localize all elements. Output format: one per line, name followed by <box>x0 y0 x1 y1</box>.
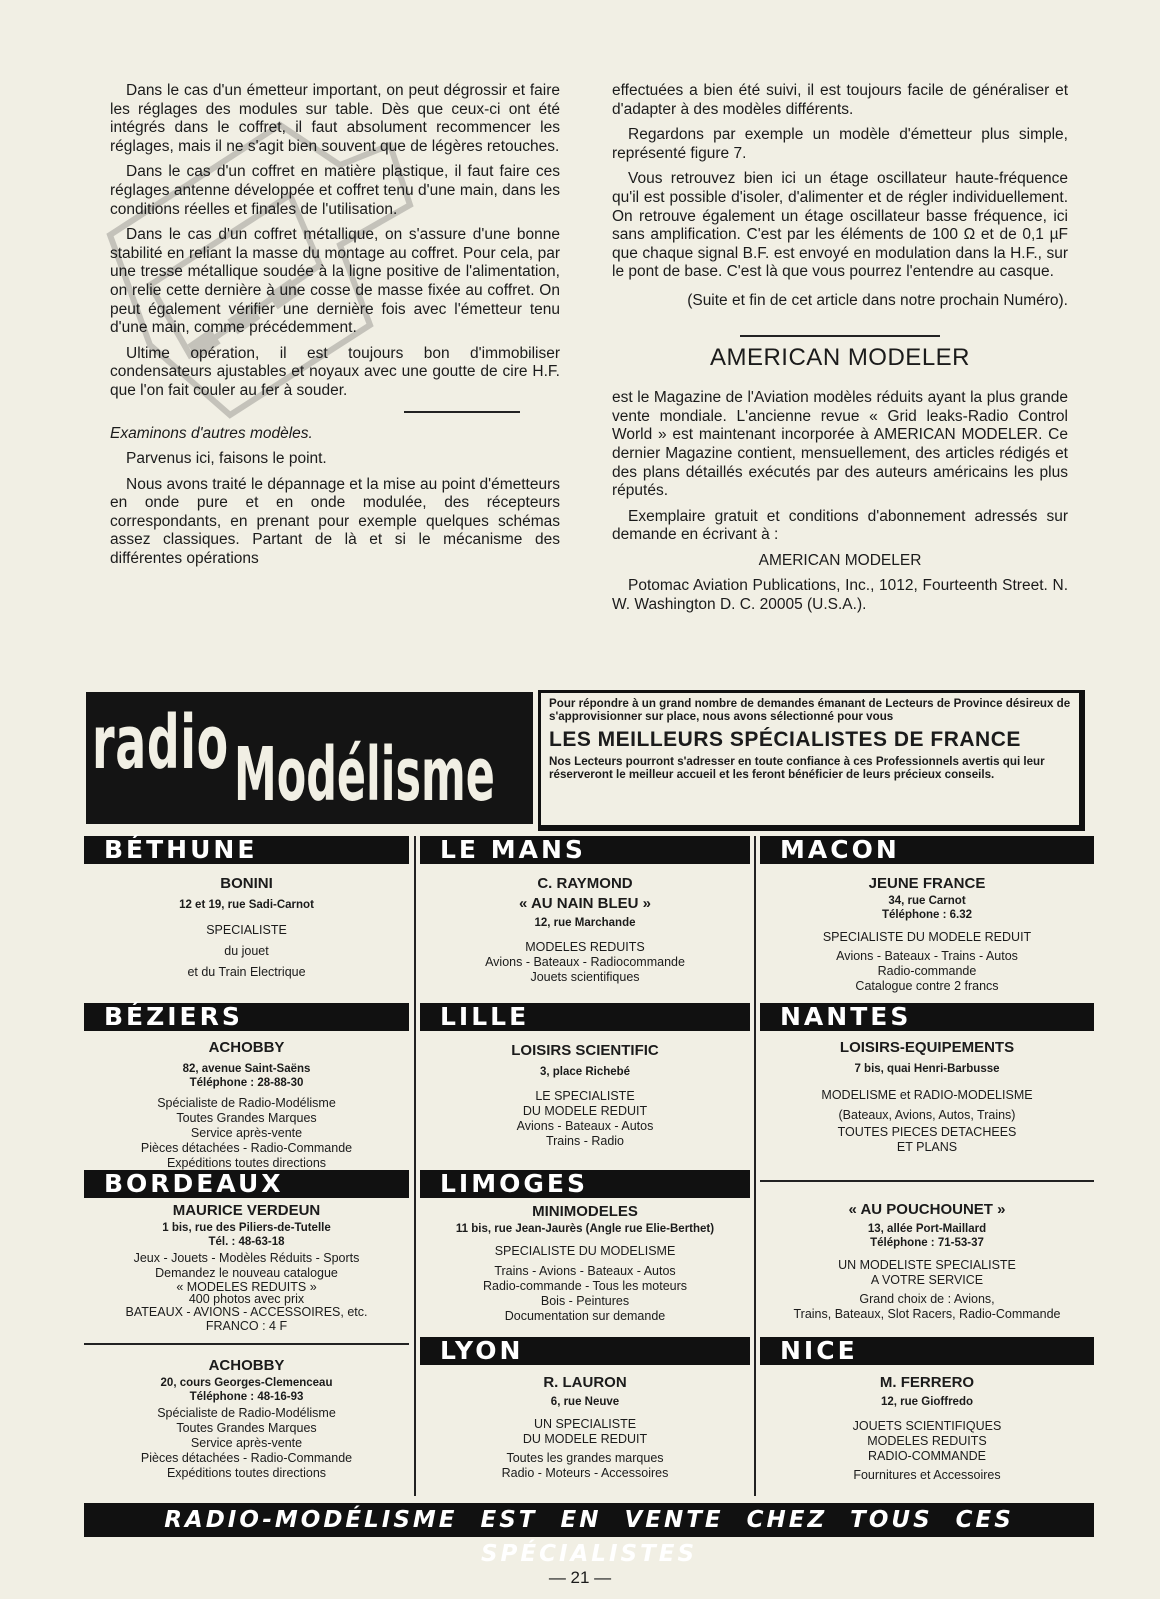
dealer-name: C. RAYMOND <box>537 875 633 892</box>
city-header-lyon: LYON <box>420 1337 750 1365</box>
section-subheading: Examinons d'autres modèles. <box>110 424 313 442</box>
dealer-phone: Téléphone : 28-88-30 <box>189 1077 304 1089</box>
dealer-line: Spécialiste de Radio-Modélisme <box>157 1096 336 1110</box>
dealer-name: ACHOBBY <box>208 1357 285 1374</box>
dealer-line: SPECIALISTE DU MODELISME <box>494 1244 676 1258</box>
dealer-line: Trains, Bateaux, Slot Racers, Radio-Commande <box>793 1307 1061 1321</box>
dealer-line: ET PLANS <box>896 1140 958 1154</box>
dealer-line: FRANCO : 4 F <box>205 1319 288 1333</box>
city-header-limoges: LIMOGES <box>420 1170 750 1198</box>
city-header-lille: LILLE <box>420 1003 750 1031</box>
logo-word-modelisme: Modélisme <box>234 732 495 818</box>
dealer-bordeaux <box>84 1201 409 1333</box>
paragraph: Dans le cas d'un émetteur important, on peut dégrossir et faire les réglages des modules sur table. Dès que ceux-ci ont été intégrés dans le coffret, il faut absolument recommencer les réglages, mais il ne s'agit bien souvent que de légères retouches. <box>110 82 560 155</box>
dealer-line: Catalogue contre 2 francs <box>855 979 999 993</box>
city-header-nantes: NANTES <box>760 1003 1094 1031</box>
dealer-name: ACHOBBY <box>208 1039 285 1056</box>
dealer-line: Pièces détachées - Radio-Commande <box>140 1141 353 1155</box>
city-header-bethune: BÉTHUNE <box>84 836 409 864</box>
column-divider <box>754 836 756 1496</box>
entry-separator <box>84 1343 409 1345</box>
dealer-line: Toutes Grandes Marques <box>176 1111 317 1125</box>
dealer-limoges <box>420 1202 750 1324</box>
dealer-line: DU MODELE REDUIT <box>522 1432 648 1446</box>
city-header-lemans: LE MANS <box>420 836 750 864</box>
dealer-line: Bois - Peintures <box>540 1294 630 1308</box>
info-outro: Nos Lecteurs pourront s'adresser en toute confiance à ces Professionnels avertis qui leur réserveront le meilleur accueil et les feront bénéficier de leurs précieux conseils. <box>549 755 1045 781</box>
dealer-name: MINIMODELES <box>532 1203 638 1220</box>
dealer-address: 20, cours Georges-Clemenceau <box>160 1377 333 1389</box>
dealer-line: Expéditions toutes directions <box>166 1466 327 1480</box>
dealer-line: Avions - Bateaux - Trains - Autos <box>836 949 1018 963</box>
dealer-name: R. LAURON <box>543 1374 627 1391</box>
dealer-line: MODELISME et RADIO-MODELISME <box>821 1088 1033 1102</box>
dealer-line: et du Train Electrique <box>187 965 306 979</box>
dealer-address: 11 bis, rue Jean-Jaurès (Angle rue Elie-Berthet) <box>455 1223 715 1235</box>
dealer-address: 12, rue Marchande <box>534 917 636 929</box>
dealer-line: Spécialiste de Radio-Modélisme <box>157 1406 336 1420</box>
dealer-line: Jouets scientifiques <box>530 970 640 984</box>
dealer-line: Service après-vente <box>190 1126 303 1140</box>
paragraph: effectuées a bien été suivi, il est toujours facile de généraliser et d'adapter à des modèles différents. <box>612 82 1068 118</box>
dealer-address: 12, rue Gioffredo <box>880 1396 974 1408</box>
dealer-lille <box>420 1041 750 1149</box>
logo-word-radio: radio <box>92 700 229 786</box>
dealer-name: JEUNE FRANCE <box>868 875 986 892</box>
dealer-line: Radio-commande <box>877 964 977 978</box>
dealer-line: BATEAUX - AVIONS - ACCESSOIRES, etc. <box>125 1305 368 1319</box>
paragraph: Nous avons traité le dépannage et la mise au point d'émetteurs en onde pure et en onde modulée, des récepteurs correspondants, en prenant pour exemple quelques schémas assez classiques. Partant de là et si le mécanisme des différentes opérations <box>110 475 560 568</box>
dealer-line: Toutes Grandes Marques <box>176 1421 317 1435</box>
dealer-shop-name: « AU NAIN BLEU » <box>519 895 651 912</box>
sales-footer-band: RADIO-MODÉLISME EST EN VENTE CHEZ TOUS CES SPÉCIALISTES <box>84 1503 1094 1537</box>
dealer-lyon <box>420 1373 750 1481</box>
dealer-address: 6, rue Neuve <box>550 1396 620 1408</box>
dealer-line: Pièces détachées - Radio-Commande <box>140 1451 353 1465</box>
dealer-line: JOUETS SCIENTIFIQUES <box>852 1419 1002 1433</box>
column-divider <box>414 836 416 1496</box>
paragraph: Vous retrouvez bien ici un étage oscillateur haute-fréquence qu'il est possible d'isoler, d'alimenter et de régler individuellement. On retrouve également un étage oscillateur basse fréquence, ici sans amplification. C'est par les éléments de 100 Ω et de 0,1 µF que chaque signal B.F. est envoyé en modulation dans la H.F., sur le pont de base. C'est là que vous pourrez l'entendre au casque. <box>612 170 1068 281</box>
entry-separator <box>760 1180 1094 1182</box>
section-divider <box>404 411 520 413</box>
dealer-line: Documentation sur demande <box>504 1309 666 1323</box>
dealer-phone: Tél. : 48-63-18 <box>208 1236 285 1248</box>
dealer-line: UN MODELISTE SPECIALISTE <box>838 1258 1016 1272</box>
dealer-bethune <box>84 874 409 983</box>
dealer-line: du jouet <box>224 944 269 958</box>
paragraph: Dans le cas d'un coffret en matière plastique, il faut faire ces réglages antenne développée et coffret tenu d'une main, dans les conditions réelles et finales de l'utilisation. <box>110 163 560 218</box>
article-left-column <box>110 82 560 576</box>
dealer-address: 13, allée Port-Maillard <box>867 1223 987 1235</box>
specialists-info-box <box>538 690 1085 831</box>
dealer-address: 34, rue Carnot <box>888 895 966 907</box>
dealer-line: Trains - Avions - Bateaux - Autos <box>494 1264 676 1278</box>
dealer-macon <box>760 874 1094 994</box>
paragraph: Exemplaire gratuit et conditions d'abonnement adressés sur demande en écrivant à : <box>612 507 1068 544</box>
dealer-line: LE SPECIALISTE <box>535 1089 635 1103</box>
dealer-line: DU MODELE REDUIT <box>522 1104 648 1118</box>
paragraph: Dans le cas d'un coffret métallique, on s'assure d'une bonne stabilité en reliant la masse du montage au coffret. Pour cela, par une tresse métallique soudée à la ligne positive de l'alimentation, on relie cette dernière à une cosse de masse fixée au coffret. On peut également vérifier une dernière fois avec l'émetteur tenu d'une main, comme précédemment. <box>110 226 560 337</box>
dealer-nantes <box>760 1038 1094 1155</box>
dealer-nice <box>760 1373 1094 1483</box>
dealer-line: Fournitures et Accessoires <box>853 1468 1001 1482</box>
dealer-name: « AU POUCHOUNET » <box>848 1201 1006 1218</box>
radio-modelisme-logo-banner <box>86 692 533 824</box>
dealer-line: SPECIALISTE <box>206 923 287 937</box>
dealer-line: Trains - Radio <box>545 1134 625 1148</box>
dealer-address: 82, avenue Saint-Saëns <box>182 1063 311 1075</box>
american-modeler-address: Potomac Aviation Publications, Inc., 1012, Fourteenth Street. N. W. Washington D. C. 20005 (U.S.A.). <box>612 577 1068 614</box>
dealer-line: (Bateaux, Avions, Autos, Trains) <box>838 1108 1016 1122</box>
dealer-line: 400 photos avec prix <box>188 1292 305 1306</box>
dealer-line: Radio - Moteurs - Accessoires <box>501 1466 669 1480</box>
continuation-note: (Suite et fin de cet article dans notre prochain Numéro). <box>687 291 1068 309</box>
dealer-address: 12 et 19, rue Sadi-Carnot <box>179 899 314 911</box>
city-header-bordeaux: BORDEAUX <box>84 1170 409 1198</box>
dealer-line: Demandez le nouveau catalogue <box>155 1266 338 1280</box>
dealer-address: 3, place Richebé <box>539 1066 631 1078</box>
dealer-line: MODELES REDUITS <box>867 1434 987 1448</box>
paragraph: Ultime opération, il est toujours bon d'immobiliser condensateurs ajustables et noyaux avec une goutte de cire H.F. que l'on fait couler au fer à souder. <box>110 344 560 399</box>
article-right-column <box>612 82 1068 622</box>
city-header-macon: MACON <box>760 836 1094 864</box>
page-number: — 21 — <box>548 1568 612 1587</box>
dealer-line: MODELES REDUITS <box>525 940 645 954</box>
city-header-nice: NICE <box>760 1337 1094 1365</box>
paragraph: Parvenus ici, faisons le point. <box>126 450 327 468</box>
dealer-line: UN SPECIALISTE <box>533 1417 637 1431</box>
dealer-line: A VOTRE SERVICE <box>870 1273 984 1287</box>
dealer-nantes-pouchounet <box>760 1200 1094 1322</box>
dealer-line: Jeux - Jouets - Modèles Réduits - Sports <box>133 1251 360 1265</box>
dealer-line: Service après-vente <box>190 1436 303 1450</box>
city-header-beziers: BÉZIERS <box>84 1003 409 1031</box>
paragraph: Regardons par exemple un modèle d'émetteur plus simple, représenté figure 7. <box>612 126 1068 162</box>
dealer-name: MAURICE VERDEUN <box>172 1202 321 1219</box>
dealer-beziers <box>84 1038 409 1171</box>
dealer-line: Expéditions toutes directions <box>166 1156 327 1170</box>
dealer-phone: Téléphone : 71-53-37 <box>870 1237 984 1249</box>
dealer-name: LOISIRS SCIENTIFIC <box>511 1042 659 1059</box>
dealer-line: Toutes les grandes marques <box>506 1451 664 1465</box>
dealer-line: « MODELES REDUITS » <box>176 1280 317 1294</box>
paragraph: est le Magazine de l'Aviation modèles réduits ayant la plus grande vente mondiale. L'ancienne revue « Grid leaks-Radio Control World » est maintenant incorporée à AMERICAN MODELER. Ce dernier Magazine contient, mensuellement, des articles rédigés et des plans détaillés exécutés par des auteurs américains les plus réputés. <box>612 389 1068 500</box>
dealer-phone: Téléphone : 6.32 <box>881 909 973 921</box>
dealer-line: Avions - Bateaux - Autos <box>516 1119 654 1133</box>
dealer-bordeaux-achobby <box>84 1356 409 1481</box>
info-headline: LES MEILLEURS SPÉCIALISTES DE FRANCE <box>549 728 1021 751</box>
dealer-line: Grand choix de : Avions, <box>859 1292 995 1306</box>
section-divider <box>740 335 940 337</box>
dealer-line: RADIO-COMMANDE <box>867 1449 987 1463</box>
info-intro: Pour répondre à un grand nombre de demandes émanant de Lecteurs de Province désireux de s'approvisionner sur place, nous avons sélectionné pour vous <box>549 697 1071 723</box>
dealer-phone: Téléphone : 48-16-93 <box>189 1391 304 1403</box>
dealer-name: M. FERRERO <box>879 1374 975 1391</box>
dealer-line: TOUTES PIECES DETACHEES <box>837 1125 1017 1139</box>
dealer-name: BONINI <box>220 875 273 892</box>
dealer-lemans <box>420 874 750 985</box>
dealer-name: LOISIRS-EQUIPEMENTS <box>839 1039 1015 1056</box>
dealer-line: SPECIALISTE DU MODELE REDUIT <box>822 930 1032 944</box>
dealer-line: Avions - Bateaux - Radiocommande <box>485 955 685 969</box>
dealer-address: 1 bis, rue des Piliers-de-Tutelle <box>162 1222 331 1234</box>
american-modeler-name: AMERICAN MODELER <box>758 551 922 569</box>
american-modeler-title: AMERICAN MODELER <box>709 343 971 371</box>
dealer-line: Radio-commande - Tous les moteurs <box>482 1279 688 1293</box>
dealer-address: 7 bis, quai Henri-Barbusse <box>854 1063 1000 1075</box>
